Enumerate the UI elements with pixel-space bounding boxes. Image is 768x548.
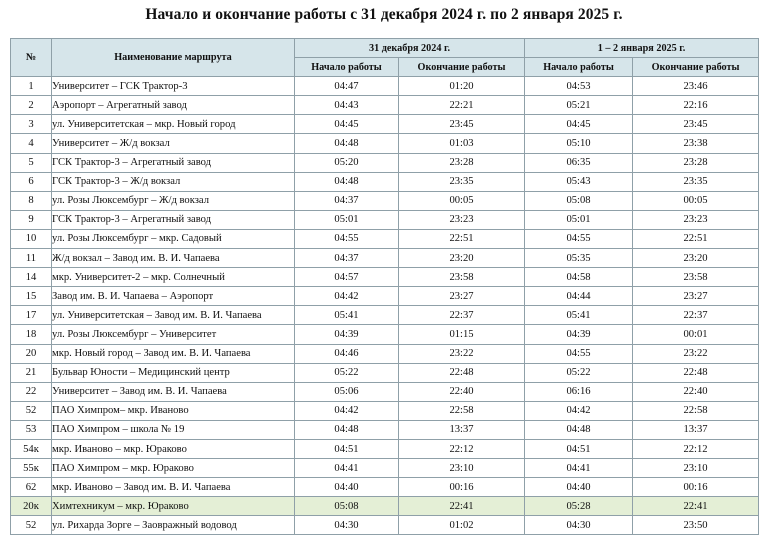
route-name-cell: Завод им. В. И. Чапаева – Аэропорт [52,287,295,306]
route-number-cell: 5 [11,153,52,172]
route-name-cell: мкр. Иваново – мкр. Юраково [52,439,295,458]
end-time-jan-cell: 22:41 [633,497,759,516]
route-number-cell: 4 [11,134,52,153]
start-time-dec31-cell: 04:51 [295,439,399,458]
start-time-jan-cell: 04:40 [525,478,633,497]
route-number-cell: 22 [11,382,52,401]
end-time-dec31-cell: 23:58 [399,268,525,287]
end-time-jan-cell: 22:48 [633,363,759,382]
column-header-start-dec31: Начало работы [295,58,399,77]
end-time-dec31-cell: 23:35 [399,172,525,191]
end-time-jan-cell: 23:46 [633,77,759,96]
table-header [11,39,759,77]
start-time-jan-cell: 05:22 [525,363,633,382]
route-number-cell: 15 [11,287,52,306]
route-name-cell: Химтехникум – мкр. Юраково [52,497,295,516]
column-header-start-jan: Начало работы [525,58,633,77]
end-time-dec31-cell: 22:37 [399,306,525,325]
start-time-dec31-cell: 05:20 [295,153,399,172]
table-row [11,439,759,458]
end-time-jan-cell: 22:40 [633,382,759,401]
table-row [11,96,759,115]
end-time-dec31-cell: 22:40 [399,382,525,401]
end-time-jan-cell: 22:51 [633,229,759,248]
table-body [11,77,759,535]
end-time-jan-cell: 00:05 [633,191,759,210]
end-time-dec31-cell: 23:27 [399,287,525,306]
column-header-end-jan: Окончание работы [633,58,759,77]
start-time-dec31-cell: 04:48 [295,172,399,191]
table-row [11,77,759,96]
route-name-cell: Аэропорт – Агрегатный завод [52,96,295,115]
end-time-jan-cell: 22:16 [633,96,759,115]
route-name-cell: ГСК Трактор-3 – Агрегатный завод [52,210,295,229]
route-name-cell: ул. Розы Люксембург – мкр. Садовый [52,229,295,248]
start-time-jan-cell: 04:51 [525,439,633,458]
route-number-cell: 20 [11,344,52,363]
route-name-cell: Ж/д вокзал – Завод им. В. И. Чапаева [52,249,295,268]
end-time-jan-cell: 23:23 [633,210,759,229]
end-time-jan-cell: 22:37 [633,306,759,325]
start-time-jan-cell: 04:55 [525,229,633,248]
start-time-dec31-cell: 04:42 [295,287,399,306]
route-name-cell: ПАО Химпром – школа № 19 [52,420,295,439]
start-time-jan-cell: 04:42 [525,401,633,420]
route-number-cell: 11 [11,249,52,268]
end-time-dec31-cell: 23:10 [399,459,525,478]
route-number-cell: 6 [11,172,52,191]
end-time-jan-cell: 23:10 [633,459,759,478]
end-time-dec31-cell: 00:16 [399,478,525,497]
table-row [11,268,759,287]
column-header-end-dec31: Окончание работы [399,58,525,77]
route-name-cell: мкр. Новый город – Завод им. В. И. Чапаева [52,344,295,363]
end-time-dec31-cell: 01:15 [399,325,525,344]
route-name-cell: ГСК Трактор-3 – Агрегатный завод [52,153,295,172]
end-time-dec31-cell: 23:23 [399,210,525,229]
route-name-cell: ул. Университетская – мкр. Новый город [52,115,295,134]
table-row [11,306,759,325]
end-time-jan-cell: 13:37 [633,420,759,439]
end-time-jan-cell: 22:12 [633,439,759,458]
start-time-dec31-cell: 05:41 [295,306,399,325]
start-time-dec31-cell: 04:37 [295,249,399,268]
table-row [11,115,759,134]
route-number-cell: 52 [11,401,52,420]
start-time-jan-cell: 04:30 [525,516,633,535]
end-time-jan-cell: 23:38 [633,134,759,153]
end-time-jan-cell: 23:20 [633,249,759,268]
route-name-cell: мкр. Иваново – Завод им. В. И. Чапаева [52,478,295,497]
route-number-cell: 55к [11,459,52,478]
table-row [11,382,759,401]
start-time-dec31-cell: 04:48 [295,420,399,439]
end-time-dec31-cell: 22:48 [399,363,525,382]
route-name-cell: Университет – ГСК Трактор-3 [52,77,295,96]
start-time-dec31-cell: 04:43 [295,96,399,115]
start-time-jan-cell: 05:41 [525,306,633,325]
table-row [11,344,759,363]
start-time-dec31-cell: 04:40 [295,478,399,497]
start-time-dec31-cell: 05:01 [295,210,399,229]
table-row [11,497,759,516]
route-name-cell: Университет – Завод им. В. И. Чапаева [52,382,295,401]
route-name-cell: ул. Рихарда Зорге – Заовражный водовод [52,516,295,535]
route-number-cell: 2 [11,96,52,115]
table-row [11,287,759,306]
end-time-jan-cell: 00:01 [633,325,759,344]
route-number-cell: 53 [11,420,52,439]
start-time-jan-cell: 05:21 [525,96,633,115]
start-time-dec31-cell: 04:30 [295,516,399,535]
table-row [11,172,759,191]
route-number-cell: 3 [11,115,52,134]
start-time-jan-cell: 04:53 [525,77,633,96]
end-time-dec31-cell: 22:58 [399,401,525,420]
end-time-dec31-cell: 23:22 [399,344,525,363]
route-number-cell: 1 [11,77,52,96]
start-time-jan-cell: 06:35 [525,153,633,172]
end-time-dec31-cell: 00:05 [399,191,525,210]
route-name-cell: ул. Розы Люксембург – Университет [52,325,295,344]
route-name-cell: ПАО Химпром – мкр. Юраково [52,459,295,478]
end-time-jan-cell: 23:27 [633,287,759,306]
table-row [11,401,759,420]
start-time-dec31-cell: 04:57 [295,268,399,287]
page-title: Начало и окончание работы с 31 декабря 2024 г. по 2 января 2025 г. [145,6,623,23]
end-time-jan-cell: 00:16 [633,478,759,497]
start-time-jan-cell: 05:35 [525,249,633,268]
start-time-jan-cell: 05:28 [525,497,633,516]
column-header-route-name: Наименование маршрута [52,39,295,77]
table-row [11,478,759,497]
start-time-jan-cell: 05:08 [525,191,633,210]
column-group-jan1-2: 1 – 2 января 2025 г. [525,39,759,58]
route-number-cell: 14 [11,268,52,287]
start-time-dec31-cell: 04:46 [295,344,399,363]
route-name-cell: ГСК Трактор-3 – Ж/д вокзал [52,172,295,191]
table-row [11,363,759,382]
end-time-jan-cell: 23:28 [633,153,759,172]
route-name-cell: Бульвар Юности – Медицинский центр [52,363,295,382]
table-row [11,153,759,172]
route-name-cell: ПАО Химпром– мкр. Иваново [52,401,295,420]
route-number-cell: 62 [11,478,52,497]
end-time-dec31-cell: 01:02 [399,516,525,535]
start-time-dec31-cell: 04:37 [295,191,399,210]
start-time-dec31-cell: 04:42 [295,401,399,420]
end-time-dec31-cell: 22:21 [399,96,525,115]
start-time-jan-cell: 04:55 [525,344,633,363]
table-row [11,249,759,268]
route-number-cell: 52 [11,516,52,535]
route-number-cell: 54к [11,439,52,458]
start-time-dec31-cell: 04:39 [295,325,399,344]
route-number-cell: 17 [11,306,52,325]
end-time-dec31-cell: 23:28 [399,153,525,172]
start-time-jan-cell: 04:45 [525,115,633,134]
end-time-dec31-cell: 23:20 [399,249,525,268]
start-time-dec31-cell: 05:06 [295,382,399,401]
end-time-dec31-cell: 22:12 [399,439,525,458]
route-name-cell: мкр. Университет-2 – мкр. Солнечный [52,268,295,287]
route-number-cell: 9 [11,210,52,229]
end-time-dec31-cell: 22:51 [399,229,525,248]
table-row [11,210,759,229]
start-time-jan-cell: 05:01 [525,210,633,229]
end-time-dec31-cell: 01:20 [399,77,525,96]
route-number-cell: 20к [11,497,52,516]
start-time-dec31-cell: 05:22 [295,363,399,382]
start-time-dec31-cell: 04:47 [295,77,399,96]
start-time-jan-cell: 04:39 [525,325,633,344]
route-number-cell: 8 [11,191,52,210]
start-time-jan-cell: 04:58 [525,268,633,287]
column-header-number: № [11,39,52,77]
column-group-dec31: 31 декабря 2024 г. [295,39,525,58]
end-time-jan-cell: 23:58 [633,268,759,287]
start-time-dec31-cell: 04:45 [295,115,399,134]
end-time-dec31-cell: 13:37 [399,420,525,439]
table-row [11,229,759,248]
route-name-cell: Университет – Ж/д вокзал [52,134,295,153]
end-time-dec31-cell: 23:45 [399,115,525,134]
route-name-cell: ул. Университетская – Завод им. В. И. Чапаева [52,306,295,325]
end-time-jan-cell: 23:45 [633,115,759,134]
start-time-jan-cell: 05:43 [525,172,633,191]
start-time-jan-cell: 06:16 [525,382,633,401]
end-time-jan-cell: 23:50 [633,516,759,535]
end-time-jan-cell: 23:22 [633,344,759,363]
end-time-dec31-cell: 22:41 [399,497,525,516]
route-name-cell: ул. Розы Люксембург – Ж/д вокзал [52,191,295,210]
table-row [11,325,759,344]
start-time-jan-cell: 04:41 [525,459,633,478]
route-number-cell: 10 [11,229,52,248]
table-row [11,420,759,439]
table-row [11,459,759,478]
table-row [11,516,759,535]
end-time-jan-cell: 22:58 [633,401,759,420]
schedule-table [10,38,759,535]
route-number-cell: 18 [11,325,52,344]
start-time-dec31-cell: 04:55 [295,229,399,248]
start-time-jan-cell: 05:10 [525,134,633,153]
start-time-jan-cell: 04:44 [525,287,633,306]
end-time-jan-cell: 23:35 [633,172,759,191]
table-row [11,191,759,210]
start-time-jan-cell: 04:48 [525,420,633,439]
route-number-cell: 21 [11,363,52,382]
table-row [11,134,759,153]
end-time-dec31-cell: 01:03 [399,134,525,153]
start-time-dec31-cell: 04:41 [295,459,399,478]
start-time-dec31-cell: 04:48 [295,134,399,153]
start-time-dec31-cell: 05:08 [295,497,399,516]
